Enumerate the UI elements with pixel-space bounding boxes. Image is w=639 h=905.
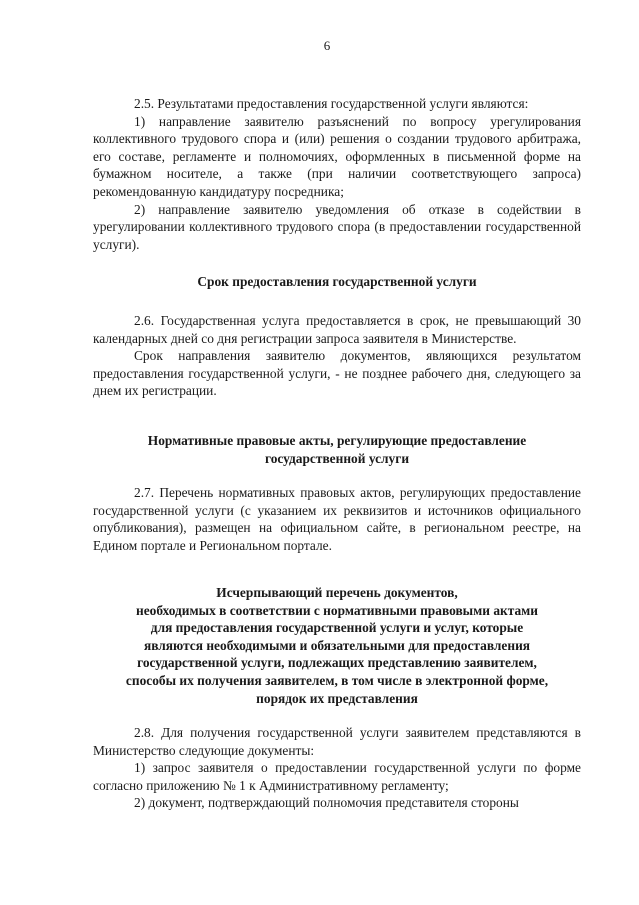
section-2-5: [93, 95, 581, 253]
heading-documents-line: Исчерпывающий перечень документов,: [216, 585, 458, 600]
section-2-7: [93, 484, 581, 554]
section-2-8-para-1: 2.8. Для получения государственной услуги заявителем представляются в Министерство следующие документы:: [93, 725, 581, 758]
heading-legal-acts: [93, 432, 581, 467]
section-2-6-para-2: Срок направления заявителю документов, являющихся результатом предоставления государственной услуги, - не позднее рабочего дня, следующего за днем их регистрации.: [93, 348, 581, 399]
section-2-8-item-1: 1) запрос заявителя о предоставлении государственной услуги по форме согласно приложению № 1 к Административному регламенту;: [93, 760, 581, 793]
section-2-6: [93, 312, 581, 400]
heading-legal-acts-line-2: государственной услуги: [264, 450, 410, 466]
heading-documents-line: государственной услуги, подлежащих представлению заявителем,: [137, 655, 537, 671]
heading-documents-list: [93, 584, 581, 707]
section-2-5-item-2: 2) направление заявителю уведомления об отказе в содействии в урегулировании коллективного трудового спора (в предоставлении государственной услуги).: [93, 201, 581, 252]
heading-documents-line: для предоставления государственной услуги и услуг, которые: [150, 620, 524, 636]
heading-service-term: Срок предоставления государственной услуги: [197, 274, 477, 289]
section-2-7-para-1: 2.7. Перечень нормативных правовых актов, регулирующих предоставление государственной услуги (с указанием их реквизитов и источников официального опубликования), размещен на официальном сайте, в региональном реестре, на Едином портале и Региональном портале.: [93, 485, 581, 553]
heading-legal-acts-line-1: Нормативные правовые акты, регулирующие предоставление: [147, 433, 527, 448]
heading-documents-line: являются необходимыми и обязательными для предоставления: [143, 637, 531, 653]
heading-documents-line: порядок их представления: [256, 690, 418, 706]
heading-documents-line: необходимых в соответствии с нормативными правовыми актами: [135, 602, 539, 618]
section-2-5-item-1: 1) направление заявителю разъяснений по вопросу урегулирования коллективного трудового спора и (или) решения о создании трудового арбитража, его составе, регламенте и полномочиях, оформленных в письменной форме на бумажном носителе, а также (при наличии соответствующего запроса) рекомендованную кандидатуру посредника;: [93, 113, 581, 199]
section-2-6-para-1: 2.6. Государственная услуга предоставляется в срок, не превышающий 30 календарных дней со дня регистрации запроса заявителя в Министерстве.: [93, 313, 581, 346]
heading-documents-line: способы их получения заявителем, в том числе в электронной форме,: [125, 672, 549, 688]
page-number: 6: [323, 38, 331, 53]
section-2-8-item-2: 2) документ, подтверждающий полномочия представителя стороны: [134, 795, 519, 811]
section-2-5-lead: 2.5. Результатами предоставления государственной услуги являются:: [134, 96, 529, 111]
section-2-8: [93, 724, 581, 812]
